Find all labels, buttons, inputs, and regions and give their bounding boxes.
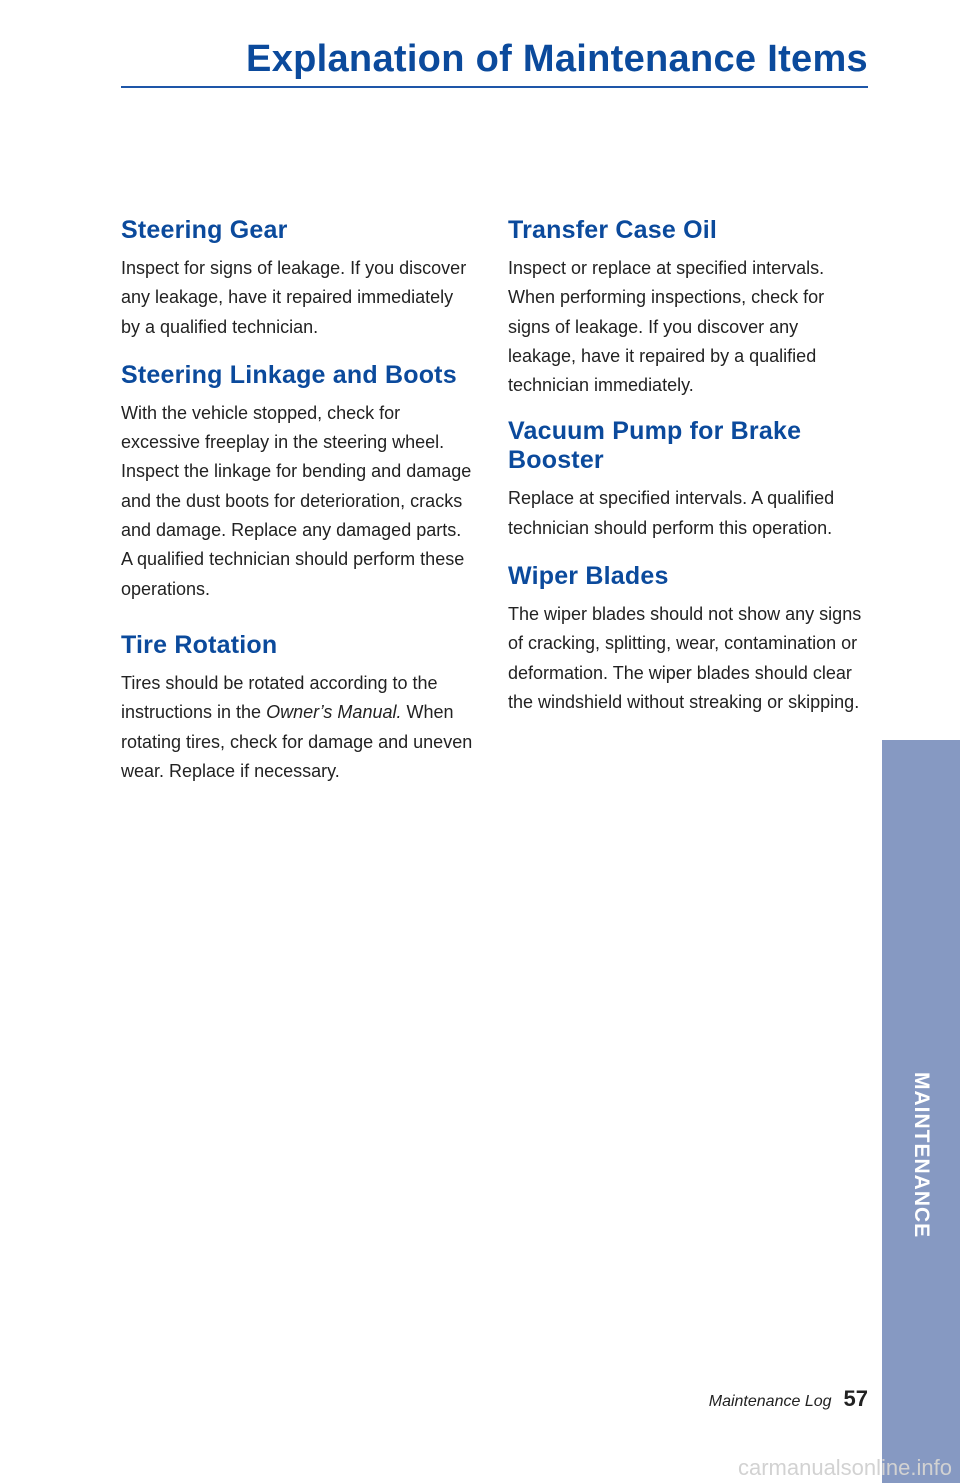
section-heading-steering-gear: Steering Gear: [121, 216, 288, 244]
section-heading-transfer-case-oil: Transfer Case Oil: [508, 216, 718, 244]
left-column: [121, 216, 476, 786]
footer-section-label: Maintenance Log: [708, 1393, 832, 1410]
section-steering-gear: [121, 216, 476, 342]
vacuum-pump-heading-line-2: Booster: [508, 446, 604, 475]
owners-manual-reference: Owner’s Manual.: [266, 702, 402, 723]
section-heading-tire-rotation: Tire Rotation: [121, 630, 278, 659]
page-footer: [709, 1386, 868, 1412]
right-column: [508, 216, 868, 717]
section-body-transfer-case-oil: Inspect or replace at specified intervals. When performing inspections, check for signs of leakage. If you discover any leakage, have it repaired by a qualified technician immediately.: [508, 258, 825, 396]
section-body-steering-linkage: With the vehicle stopped, check for excessive freeplay in the steering wheel. Inspect the linkage for bending and damage and the dust boots for deterioration, cracks and damage. Replace any damaged parts. A qualified technician should perform these operations.: [121, 402, 472, 599]
section-transfer-case-oil: [508, 216, 868, 400]
section-tire-rotation: [121, 631, 476, 786]
section-wiper-blades: [508, 562, 868, 717]
section-vacuum-pump: [508, 417, 868, 543]
section-body-tire-rotation: [121, 669, 476, 786]
page-title: Explanation of Maintenance Items: [246, 38, 868, 80]
section-heading-steering-linkage: Steering Linkage and Boots: [121, 360, 457, 389]
section-body-steering-gear: Inspect for signs of leakage. If you discover any leakage, have it repaired immediately by a qualified technician.: [121, 258, 467, 337]
section-heading-wiper-blades: Wiper Blades: [508, 562, 669, 591]
tire-rotation-text-end: When rotating tires, check for damage and uneven wear. Replace if necessary.: [121, 702, 473, 781]
title-divider: [121, 86, 868, 88]
section-body-wiper-blades: The wiper blades should not show any signs of cracking, splitting, wear, contamination or deformation. The wiper blades should clear the windshield without streaking or skipping.: [508, 604, 862, 712]
tire-rotation-text-start: Tires should be rotated according to the instructions in the: [121, 672, 438, 723]
side-tab-label: MAINTENANCE: [910, 1072, 933, 1239]
vacuum-pump-heading-line-1: Vacuum Pump for Brake: [508, 417, 802, 446]
page-number: 57: [843, 1386, 868, 1411]
watermark: carmanualsonline.info: [737, 1455, 952, 1480]
section-body-vacuum-pump: Replace at specified intervals. A qualified technician should perform this operation.: [508, 488, 835, 538]
section-heading-vacuum-pump: [508, 417, 868, 475]
section-steering-linkage: [121, 361, 476, 604]
